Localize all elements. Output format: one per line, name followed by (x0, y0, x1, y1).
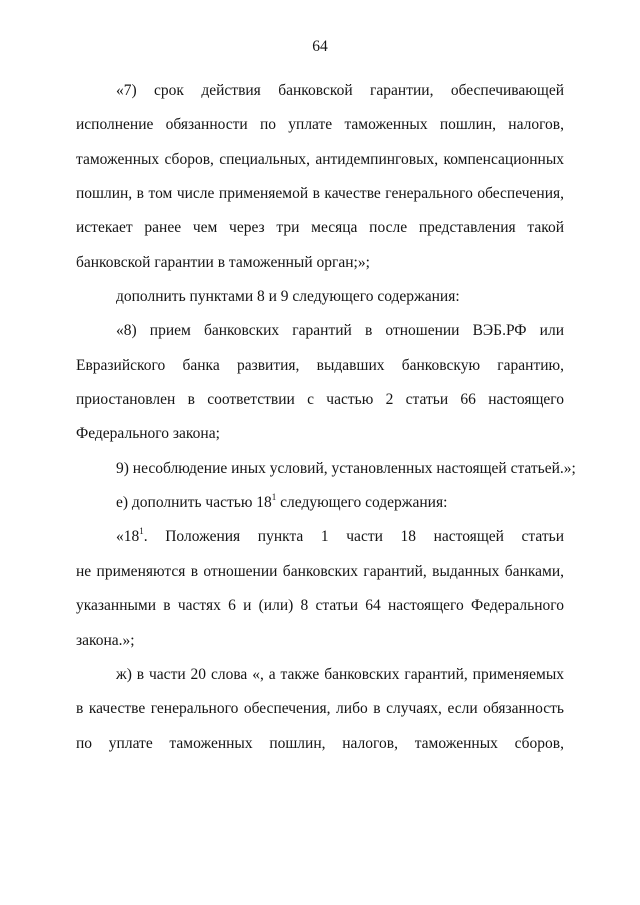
text-line-content: приостановлен в соответствии с частью 2 статьи 66 настоящего (76, 391, 564, 409)
text-line (76, 211, 564, 245)
text-line-content: исполнение обязанности по уплате таможенных пошлин, налогов, (76, 116, 564, 134)
text-line-content: по уплате таможенных пошлин, налогов, таможенных сборов, (76, 734, 564, 752)
text-line (76, 486, 564, 520)
text-line (76, 246, 564, 280)
text-line-content: истекает ранее чем через три месяца после представления такой (76, 219, 564, 237)
text-line-content: «18 (116, 528, 140, 546)
text-line-content: 9) несоблюдение иных условий, установленных настоящей статьей.»; (116, 459, 576, 477)
superscript: 1 (139, 526, 144, 537)
text-line (76, 589, 564, 623)
superscript: 1 (271, 491, 277, 502)
text-line-content: Федерального закона; (76, 425, 220, 443)
text-line (76, 624, 564, 658)
text-line-content: таможенных сборов, специальных, антидемпинговых, компенсационных (76, 150, 564, 168)
text-line-content: Евразийского банка развития, выдавших банковскую гарантию, (76, 356, 564, 374)
text-line (76, 658, 564, 692)
text-line-content: е) дополнить частью 18 (116, 494, 272, 512)
text-line (76, 692, 564, 726)
text-line (76, 143, 564, 177)
text-line-content: «7) срок действия банковской гарантии, обеспечивающей (116, 82, 564, 99)
text-line (76, 349, 564, 383)
text-line (76, 555, 564, 589)
text-line (76, 452, 576, 486)
page-number: 64 (312, 38, 328, 55)
text-line (76, 417, 564, 451)
document-body (76, 74, 576, 761)
text-line-content: пошлин, в том числе применяемой в качестве генерального обеспечения, (76, 185, 564, 203)
text-line (76, 520, 564, 554)
text-line (76, 74, 564, 108)
text-line-content: не применяются в отношении банковских гарантий, выданных банками, (76, 562, 564, 580)
text-line-content: ж) в части 20 слова «, а также банковских гарантий, применяемых (116, 665, 564, 683)
text-line-continuation: . Положения пункта 1 части 18 настоящей статьи (143, 528, 564, 546)
text-line-content: в качестве генерального обеспечения, либо в случаях, если обязанность (76, 700, 564, 718)
text-line (76, 727, 564, 761)
text-line-content: «8) прием банковских гарантий в отношении ВЭБ.РФ или (116, 322, 564, 340)
text-line-continuation: следующего содержания: (276, 494, 448, 512)
text-line-content: банковской гарантии в таможенный орган;»; (76, 253, 370, 271)
text-line (76, 108, 564, 142)
text-line-content: дополнить пунктами 8 и 9 следующего содержания: (116, 288, 460, 306)
text-line-content: закона.»; (76, 631, 135, 649)
text-line (76, 177, 564, 211)
text-line (76, 383, 564, 417)
text-line (76, 314, 564, 348)
text-line-content: указанными в частях 6 и (или) 8 статьи 64 настоящего Федерального (76, 597, 564, 615)
text-line (76, 280, 564, 314)
